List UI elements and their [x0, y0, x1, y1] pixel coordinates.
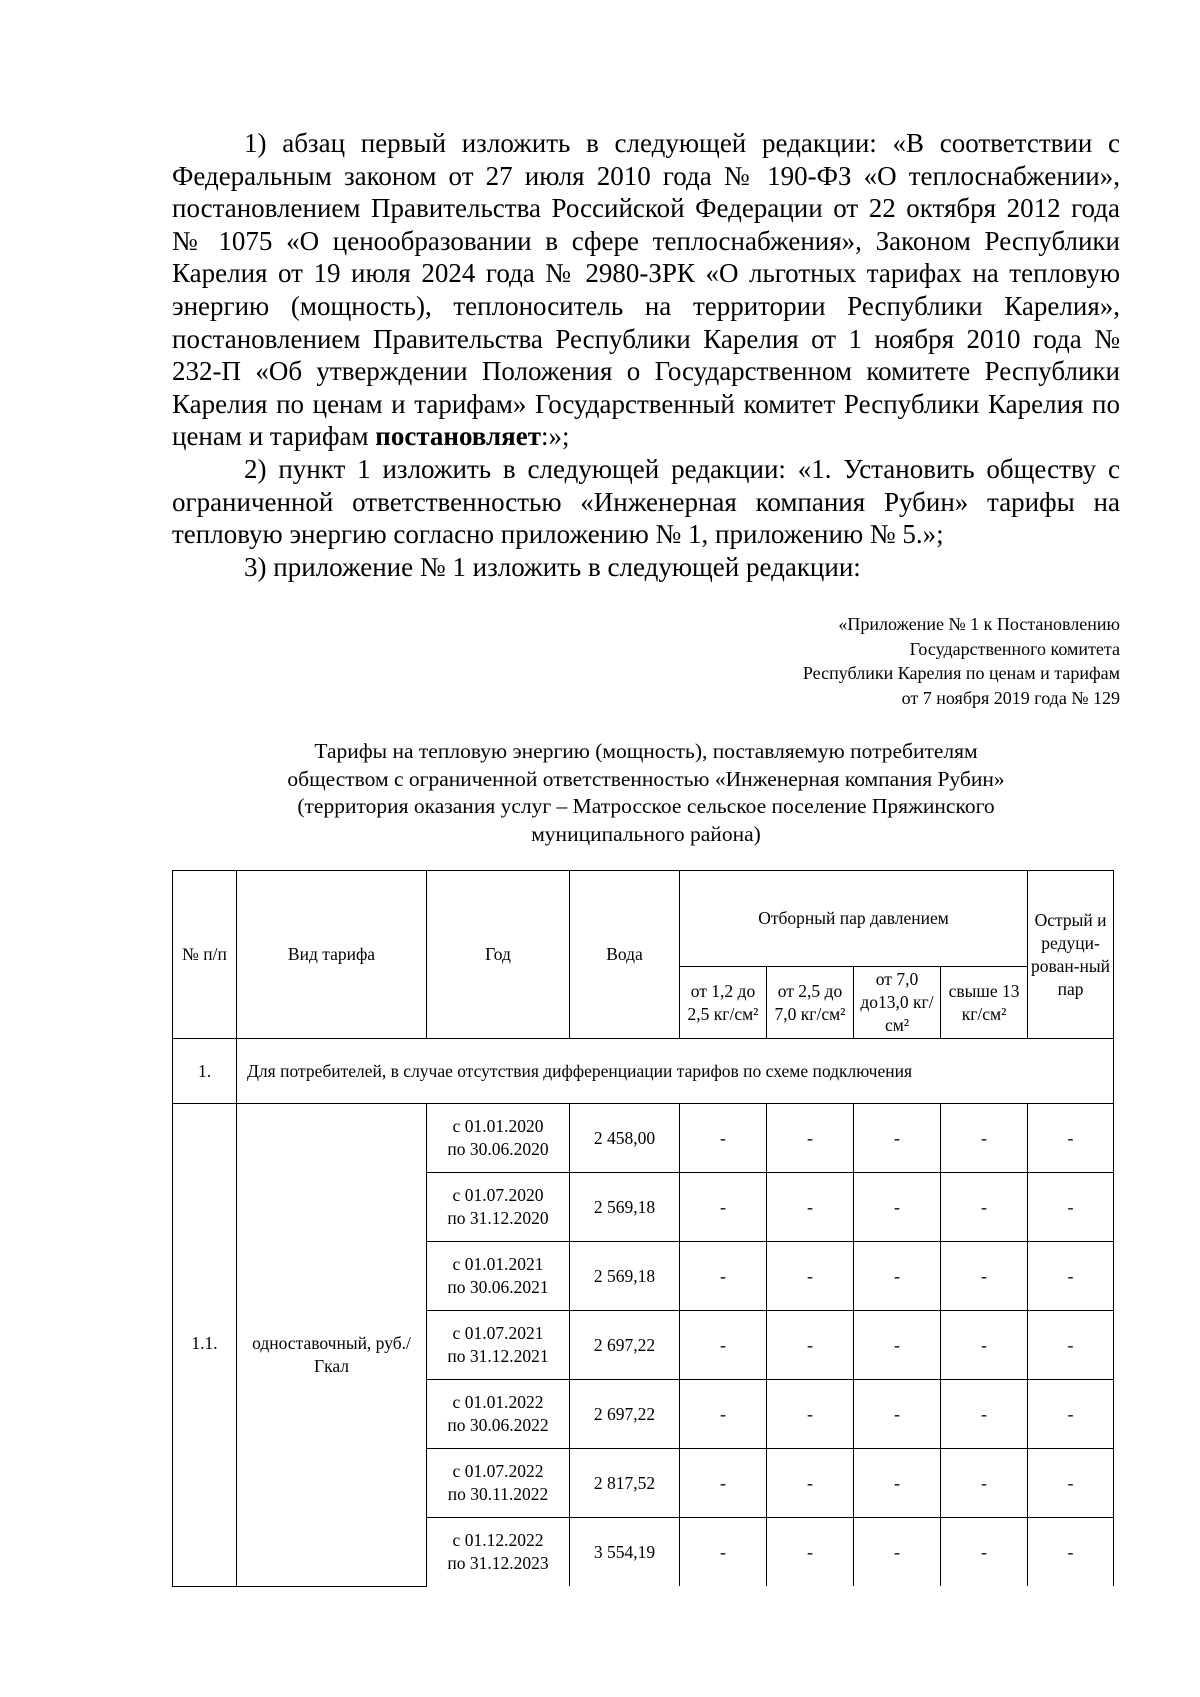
appendix-line: Государственного комитета [909, 638, 1120, 659]
steam-1-value: - [680, 1380, 767, 1449]
header-year: Год [427, 871, 570, 1039]
header-tariff-type: Вид тарифа [237, 871, 427, 1039]
appendix-line: Республики Карелия по ценам и тарифам [802, 663, 1120, 683]
paragraph-1-bold: постановляет [375, 421, 542, 452]
table-title [172, 738, 1120, 848]
water-value: 2 697,22 [570, 1380, 680, 1449]
water-value: 3 554,19 [570, 1518, 680, 1587]
sharp-steam-value: - [1028, 1518, 1114, 1587]
paragraph-1-tail: :»; [541, 421, 570, 452]
period-to: по 30.06.2022 [447, 1415, 549, 1435]
period-cell [427, 1311, 570, 1380]
appendix-reference [600, 612, 1120, 710]
steam-2-value: - [767, 1173, 854, 1242]
sharp-steam-value: - [1028, 1242, 1114, 1311]
appendix-line: «Приложение № 1 к Постановлению [838, 614, 1120, 634]
header-water: Вода [570, 871, 680, 1039]
period-from: с 01.12.2022 [452, 1530, 544, 1550]
steam-3-value: - [854, 1380, 941, 1449]
period-from: с 01.01.2022 [452, 1392, 544, 1412]
table-title-line: Тарифы на тепловую энергию (мощность), поставляемую потребителям [314, 739, 978, 763]
header-steam-3: от 7,0 до13,0 кг/см² [854, 967, 941, 1039]
water-value: 2 458,00 [570, 1104, 680, 1173]
period-to: по 30.06.2021 [447, 1277, 549, 1297]
period-to: по 31.12.2020 [447, 1208, 549, 1228]
period-to: по 30.11.2022 [447, 1484, 549, 1504]
steam-3-value: - [854, 1104, 941, 1173]
steam-2-value: - [767, 1104, 854, 1173]
period-cell [427, 1173, 570, 1242]
header-sharp-steam: Острый и редуци-рован-ный пар [1028, 871, 1114, 1039]
steam-1-value: - [680, 1449, 767, 1518]
water-value: 2 569,18 [570, 1242, 680, 1311]
water-value: 2 697,22 [570, 1311, 680, 1380]
table-title-line: (территория оказания услуг – Матросское сельское поселение Пряжинского [297, 794, 995, 818]
steam-4-value: - [941, 1173, 1028, 1242]
steam-2-value: - [767, 1311, 854, 1380]
period-cell [427, 1242, 570, 1311]
steam-2-value: - [767, 1380, 854, 1449]
amendment-text [172, 127, 1120, 583]
period-from: с 01.01.2021 [452, 1254, 544, 1274]
sharp-steam-value: - [1028, 1449, 1114, 1518]
period-from: с 01.01.2020 [452, 1116, 544, 1136]
steam-1-value: - [680, 1311, 767, 1380]
steam-4-value: - [941, 1311, 1028, 1380]
section-title: Для потребителей, в случае отсутствия дифференциации тарифов по схеме подключения [237, 1039, 1114, 1104]
steam-2-value: - [767, 1242, 854, 1311]
period-from: с 01.07.2020 [452, 1185, 544, 1205]
steam-4-value: - [941, 1380, 1028, 1449]
header-steam-group: Отборный пар давлением [680, 871, 1028, 967]
position-num-cell [173, 1104, 237, 1587]
amendment-paragraph-3: 3) приложение № 1 изложить в следующей редакции: [244, 551, 861, 582]
period-cell [427, 1449, 570, 1518]
position-num: 1.1. [191, 1333, 218, 1353]
table-title-line: муниципального района) [531, 821, 761, 846]
tariff-table [172, 870, 1114, 1587]
header-steam-2: от 2,5 до 7,0 кг/см² [767, 967, 854, 1039]
sharp-steam-value: - [1028, 1311, 1114, 1380]
sharp-steam-value: - [1028, 1380, 1114, 1449]
period-to: по 31.12.2023 [447, 1553, 549, 1573]
table-row [173, 1104, 1114, 1173]
steam-4-value: - [941, 1104, 1028, 1173]
steam-1-value: - [680, 1242, 767, 1311]
period-cell [427, 1518, 570, 1587]
amendment-paragraph-2: 2) пункт 1 изложить в следующей редакции: «1. Установить обществу с ограниченной ответственностью «Инженерная компания Рубин» тарифы на тепловую энергию согласно приложению № 1, приложению № 5.»; [172, 453, 1120, 550]
steam-1-value: - [680, 1104, 767, 1173]
position-type: одноставочный, руб./Гкал [252, 1333, 411, 1376]
period-to: по 31.12.2021 [447, 1346, 549, 1366]
period-cell [427, 1104, 570, 1173]
steam-4-value: - [941, 1242, 1028, 1311]
sharp-steam-value: - [1028, 1173, 1114, 1242]
paragraph-1-text: 1) абзац первый изложить в следующей редакции: «В соответствии с Федеральным законом от 27 июля 2010 года № 190-ФЗ «О теплоснабжении», постановлением Правительства Российской Федерации от 22 октября 2012 года № 1075 «О ценообразовании в сфере теплоснабжения», Законом Республики Карелия от 19 июля 2024 года № 2980-ЗРК «О льготных тарифах на тепловую энергию (мощность), теплоноситель на территории Республики Карелия», постановлением Правительства Республики Карелия от 1 ноября 2010 года № 232-П «Об утверждении Положения о Государственном комитете Республики Карелия по ценам и тарифам» Государственный комитет Республики Карелия по ценам и тарифам [172, 128, 1120, 452]
steam-1-value: - [680, 1173, 767, 1242]
steam-2-value: - [767, 1449, 854, 1518]
steam-3-value: - [854, 1173, 941, 1242]
steam-3-value: - [854, 1311, 941, 1380]
sharp-steam-value: - [1028, 1104, 1114, 1173]
period-from: с 01.07.2021 [452, 1323, 544, 1343]
steam-3-value: - [854, 1449, 941, 1518]
header-num: № п/п [173, 871, 237, 1039]
section-num: 1. [173, 1039, 237, 1104]
amendment-paragraph-1 [172, 127, 1120, 453]
steam-4-value: - [941, 1518, 1028, 1587]
period-cell [427, 1380, 570, 1449]
water-value: 2 817,52 [570, 1449, 680, 1518]
header-steam-4: свыше 13 кг/см² [941, 967, 1028, 1039]
appendix-line: от 7 ноября 2019 года № 129 [901, 687, 1120, 708]
steam-1-value: - [680, 1518, 767, 1587]
table-title-line: обществом с ограниченной ответственностью «Инженерная компания Рубин» [287, 766, 1005, 791]
period-to: по 30.06.2020 [447, 1139, 549, 1159]
water-value: 2 569,18 [570, 1173, 680, 1242]
steam-2-value: - [767, 1518, 854, 1587]
steam-3-value: - [854, 1242, 941, 1311]
steam-4-value: - [941, 1449, 1028, 1518]
period-from: с 01.07.2022 [452, 1461, 544, 1481]
header-steam-1: от 1,2 до 2,5 кг/см² [680, 967, 767, 1039]
steam-3-value: - [854, 1518, 941, 1587]
position-type-cell [237, 1104, 427, 1587]
